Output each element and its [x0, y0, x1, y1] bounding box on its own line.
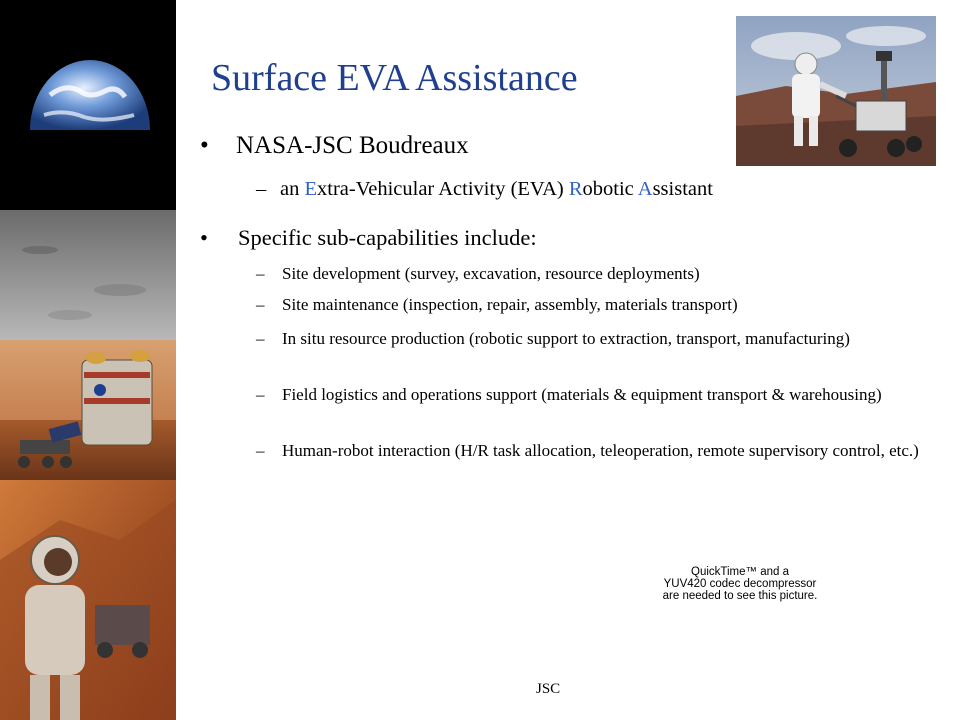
quicktime-notice-line: YUV420 codec decompressor [663, 578, 817, 590]
sub-bullet-marker: – [256, 295, 265, 314]
bullet-text: NASA-JSC Boudreaux [236, 132, 469, 159]
quicktime-notice-line: QuickTime™ and a [691, 566, 789, 578]
sub-item-text: Field logistics and operations support (materials & equipment transport & warehousing) [282, 385, 882, 404]
left-image-strip-art [0, 0, 176, 720]
eva-text-part: an [280, 178, 305, 200]
astronaut-with-robot-art [736, 16, 936, 166]
quicktime-notice-line: are needed to see this picture. [662, 590, 818, 602]
slide-title: Surface EVA Assistance [211, 57, 578, 99]
sub-item-text: In situ resource production (robotic support to extraction, transport, manufacturing) [282, 329, 850, 348]
left-image-strip [0, 0, 176, 720]
lunar-surface-image [0, 210, 176, 340]
sub-bullet-marker: – [256, 441, 265, 460]
sub-bullet-marker: – [256, 264, 265, 283]
quicktime-placeholder [648, 566, 832, 602]
bullet-marker: • [200, 225, 208, 250]
eva-text-part: obotic [582, 178, 638, 200]
sub-item-text: Site maintenance (inspection, repair, assembly, materials transport) [282, 295, 738, 314]
bullet-text: Specific sub-capabilities include: [238, 225, 537, 250]
sub-item-text: Human-robot interaction (H/R task allocation, teleoperation, remote supervisory control, etc.) [282, 441, 919, 460]
eva-text-part: xtra-Vehicular Activity (EVA) [317, 178, 569, 200]
eva-accent-letter: E [304, 178, 318, 200]
sub-item-text: Site development (survey, excavation, resource deployments) [282, 264, 700, 283]
eva-accent-letter: R [568, 178, 583, 200]
astronaut-with-robot-photo [736, 16, 936, 166]
astronaut-on-mars-image [0, 480, 176, 720]
eva-text-part: ssistant [652, 178, 713, 200]
sub-bullet-marker: – [256, 329, 265, 348]
earth-from-moon-image [0, 0, 176, 210]
sub-bullet-marker: – [256, 385, 265, 404]
lunar-habitat-rover-image [0, 340, 176, 480]
sub-bullet-marker: – [256, 178, 267, 200]
eva-accent-letter: A [637, 178, 653, 200]
slide-footer: JSC [536, 681, 561, 697]
bullet-marker: • [200, 132, 209, 159]
eva-description-text [280, 178, 713, 201]
